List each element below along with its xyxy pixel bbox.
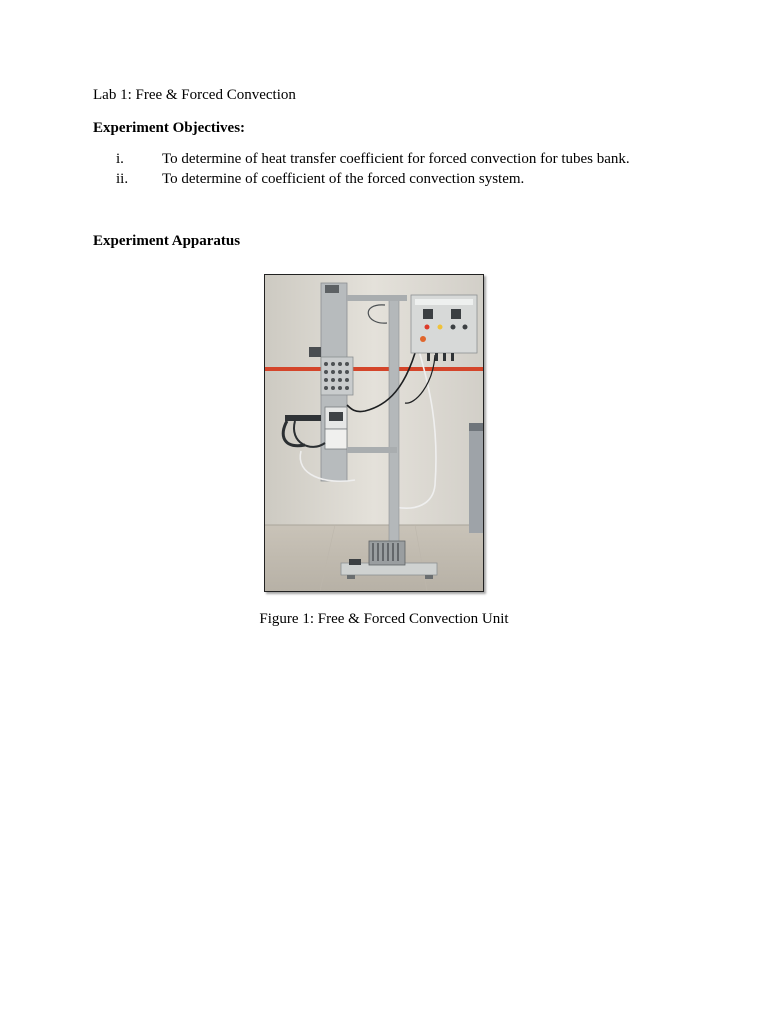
convection-unit-illustration — [265, 275, 483, 591]
apparatus-heading: Experiment Apparatus — [93, 233, 241, 249]
objective-number: ii. — [116, 171, 129, 187]
figure-caption: Figure 1: Free & Forced Convection Unit — [259, 611, 509, 627]
objective-number: i. — [116, 151, 124, 167]
apparatus-photo — [264, 274, 484, 592]
objective-text: To determine of coefficient of the forced convection system. — [162, 171, 525, 187]
objectives-heading: Experiment Objectives: — [93, 120, 246, 136]
objective-text: To determine of heat transfer coefficient for forced convection for tubes bank. — [162, 151, 630, 167]
lab-title: Lab 1: Free & Forced Convection — [93, 87, 296, 103]
